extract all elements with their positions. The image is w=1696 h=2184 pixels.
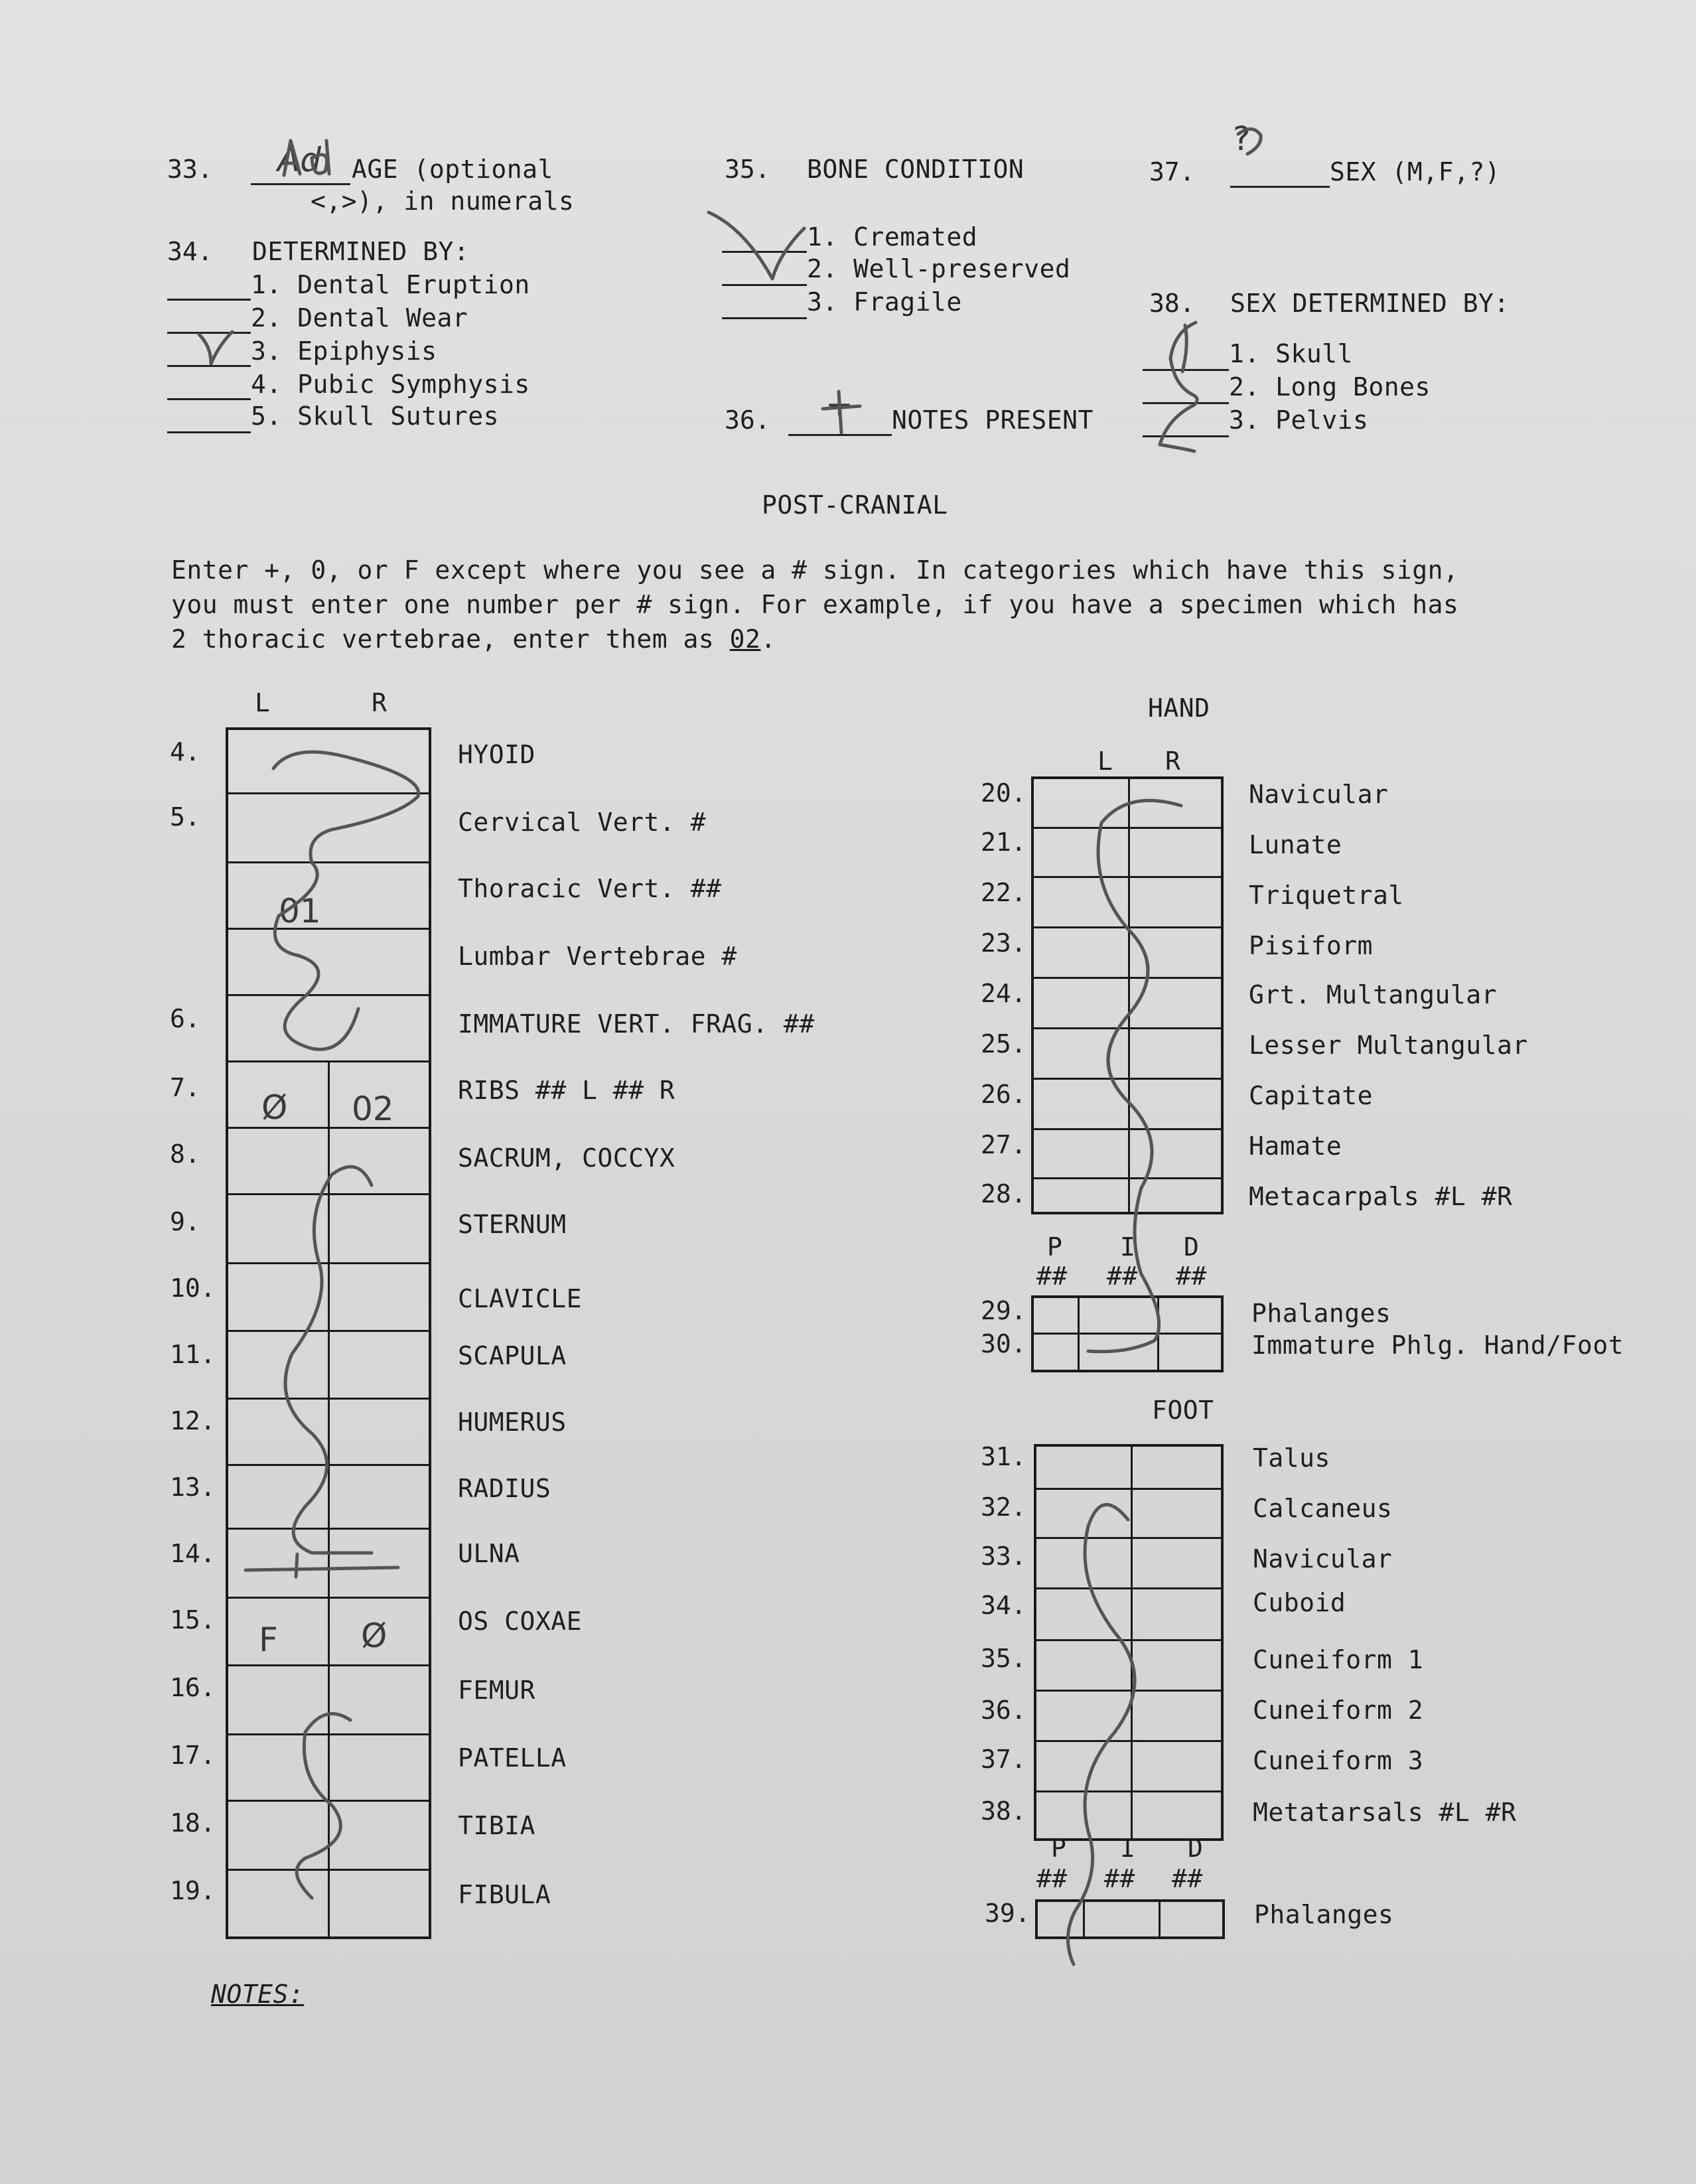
hand-pid-p: P bbox=[1047, 1232, 1063, 1262]
hand-row-num-21: 21. bbox=[981, 828, 1026, 857]
hand-grid bbox=[1031, 776, 1224, 1214]
section-title: POST-CRANIAL bbox=[762, 490, 948, 520]
row-num-11: 11. bbox=[170, 1340, 216, 1369]
row-label-humerus: HUMERUS bbox=[458, 1408, 567, 1437]
hand-row-num-29: 29. bbox=[981, 1296, 1026, 1325]
q38-blank-3[interactable] bbox=[1143, 435, 1229, 437]
foot-pid-p: P bbox=[1051, 1834, 1067, 1863]
q37-label: SEX (M,F,?) bbox=[1330, 157, 1501, 186]
left-col-r-header: R bbox=[372, 688, 388, 717]
foot-phalanges-grid bbox=[1035, 1899, 1225, 1939]
foot-row-num-32: 32. bbox=[981, 1492, 1026, 1522]
q35-blank-2[interactable] bbox=[722, 284, 807, 286]
q37-blank[interactable] bbox=[1230, 186, 1330, 188]
hand-row-num-30: 30. bbox=[981, 1329, 1026, 1358]
row-num-18: 18. bbox=[170, 1808, 216, 1838]
hand-row-label-metacarpals: Metacarpals #L #R bbox=[1249, 1182, 1513, 1211]
row-label-patella: PATELLA bbox=[458, 1743, 567, 1773]
row-num-19: 19. bbox=[170, 1876, 216, 1905]
q35-title: BONE CONDITION bbox=[807, 155, 1025, 184]
row-num-10: 10. bbox=[170, 1274, 216, 1303]
row-label-lumbar: Lumbar Vertebrae # bbox=[458, 942, 737, 971]
hand-pid-d-hash: ## bbox=[1176, 1262, 1207, 1291]
os-coxae-right-entry: Ø bbox=[361, 1617, 388, 1655]
q34-item-2: 2. Dental Wear bbox=[251, 303, 468, 332]
foot-row-num-38: 38. bbox=[981, 1796, 1026, 1826]
row-label-ulna: ULNA bbox=[458, 1539, 520, 1568]
q38-blank-2[interactable] bbox=[1143, 402, 1229, 404]
foot-row-num-34: 34. bbox=[981, 1591, 1026, 1620]
foot-row-label-navicular: Navicular bbox=[1253, 1544, 1393, 1573]
foot-pid-d-hash: ## bbox=[1172, 1864, 1203, 1893]
row-num-15: 15. bbox=[170, 1605, 216, 1635]
row-label-hyoid: HYOID bbox=[458, 740, 535, 769]
left-col-l-header: L bbox=[255, 688, 271, 717]
q38-blank-1[interactable] bbox=[1143, 369, 1229, 371]
q34-blank-3[interactable] bbox=[167, 365, 251, 367]
left-grid-center-line bbox=[328, 1127, 330, 1939]
row-label-os-coxae: OS COXAE bbox=[458, 1607, 583, 1636]
foot-pid-p-hash: ## bbox=[1036, 1864, 1068, 1893]
foot-row-label-cuneiform-3: Cuneiform 3 bbox=[1253, 1746, 1424, 1775]
hand-row-num-22: 22. bbox=[981, 878, 1026, 907]
thoracic-entry: 01 bbox=[279, 892, 321, 930]
hand-row-num-27: 27. bbox=[981, 1130, 1026, 1159]
q37-number: 37. bbox=[1149, 157, 1195, 186]
hand-col-l-header: L bbox=[1097, 747, 1113, 776]
q36-value: + bbox=[825, 385, 853, 423]
q34-blank-1[interactable] bbox=[167, 299, 251, 301]
q33-number: 33. bbox=[167, 155, 213, 184]
q37-value: ? bbox=[1233, 119, 1251, 158]
foot-row-num-31: 31. bbox=[981, 1442, 1026, 1471]
row-num-9: 9. bbox=[170, 1207, 200, 1236]
q35-item-3: 3. Fragile bbox=[807, 287, 962, 317]
q36-blank[interactable] bbox=[788, 434, 892, 436]
hand-row-label-pisiform: Pisiform bbox=[1249, 931, 1374, 960]
row-label-clavicle: CLAVICLE bbox=[458, 1284, 583, 1313]
hand-pid-i-hash: ## bbox=[1107, 1262, 1138, 1291]
foot-row-label-cuboid: Cuboid bbox=[1253, 1588, 1346, 1617]
ribs-left-entry: Ø bbox=[261, 1088, 288, 1127]
q34-title: DETERMINED BY: bbox=[252, 237, 470, 266]
foot-row-label-talus: Talus bbox=[1253, 1443, 1330, 1473]
bleed-through-text bbox=[690, 78, 703, 105]
row-label-immature-vert: IMMATURE VERT. FRAG. ## bbox=[458, 1009, 815, 1039]
foot-row-num-39: 39. bbox=[985, 1899, 1030, 1928]
hand-row-num-25: 25. bbox=[981, 1029, 1026, 1058]
q34-item-5: 5. Skull Sutures bbox=[251, 401, 500, 431]
hand-pid-p-hash: ## bbox=[1036, 1262, 1068, 1291]
q36-label: NOTES PRESENT bbox=[892, 405, 1094, 435]
hand-row-label-phalanges: Phalanges bbox=[1251, 1299, 1391, 1328]
row-num-7: 7. bbox=[170, 1073, 200, 1102]
row-label-radius: RADIUS bbox=[458, 1474, 551, 1503]
foot-pid-d: D bbox=[1188, 1834, 1204, 1863]
instructions-line2: you must enter one number per # sign. For example, if you have a specimen which has bbox=[171, 590, 1459, 619]
ribs-divider bbox=[328, 1060, 330, 1127]
foot-row-num-37: 37. bbox=[981, 1745, 1026, 1774]
row-num-17: 17. bbox=[170, 1741, 216, 1770]
q33-age-value: Ad bbox=[277, 141, 321, 179]
hand-row-num-20: 20. bbox=[981, 778, 1026, 808]
row-label-cervical: Cervical Vert. # bbox=[458, 808, 707, 837]
row-num-13: 13. bbox=[170, 1473, 216, 1502]
hand-row-label-hamate: Hamate bbox=[1249, 1131, 1342, 1161]
row-label-fibula: FIBULA bbox=[458, 1880, 551, 1909]
q33-label-line1: AGE (optional bbox=[352, 155, 553, 184]
hand-pid-d: D bbox=[1184, 1232, 1200, 1262]
q38-item-2: 2. Long Bones bbox=[1229, 372, 1431, 401]
row-num-12: 12. bbox=[170, 1406, 216, 1435]
hand-row-num-23: 23. bbox=[981, 928, 1026, 958]
row-label-femur: FEMUR bbox=[458, 1676, 535, 1705]
os-coxae-left-entry: F bbox=[259, 1621, 278, 1659]
row-num-8: 8. bbox=[170, 1139, 200, 1169]
q34-blank-5[interactable] bbox=[167, 431, 251, 433]
q33-label-line2: <,>), in numerals bbox=[311, 186, 575, 216]
q38-title: SEX DETERMINED BY: bbox=[1230, 289, 1510, 318]
row-label-scapula: SCAPULA bbox=[458, 1341, 567, 1370]
row-label-sternum: STERNUM bbox=[458, 1210, 567, 1239]
foot-row-num-33: 33. bbox=[981, 1542, 1026, 1571]
hand-row-label-navicular: Navicular bbox=[1249, 780, 1389, 809]
row-label-tibia: TIBIA bbox=[458, 1811, 535, 1840]
q38-item-3: 3. Pelvis bbox=[1229, 405, 1369, 435]
hand-title: HAND bbox=[1148, 693, 1210, 723]
foot-grid bbox=[1034, 1444, 1224, 1841]
row-num-5: 5. bbox=[170, 802, 200, 832]
hand-pid-i: I bbox=[1120, 1232, 1136, 1262]
q35-blank-3[interactable] bbox=[722, 317, 807, 319]
hand-row-label-lunate: Lunate bbox=[1249, 830, 1342, 859]
q33-age-blank[interactable] bbox=[251, 183, 350, 185]
foot-row-label-calcaneus: Calcaneus bbox=[1253, 1494, 1393, 1523]
hand-row-label-capitate: Capitate bbox=[1249, 1081, 1374, 1110]
q38-number: 38. bbox=[1149, 289, 1195, 318]
instructions-line1: Enter +, 0, or F except where you see a # sign. In categories which have this sign, bbox=[171, 555, 1459, 585]
row-label-thoracic: Thoracic Vert. ## bbox=[458, 874, 722, 903]
q35-number: 35. bbox=[725, 155, 770, 184]
q35-item-2: 2. Well-preserved bbox=[807, 254, 1071, 283]
q34-item-4: 4. Pubic Symphysis bbox=[251, 370, 530, 399]
hand-row-label-triquetral: Triquetral bbox=[1249, 881, 1404, 910]
foot-title: FOOT bbox=[1152, 1396, 1214, 1425]
hand-row-label-lesser-multangular: Lesser Multangular bbox=[1249, 1031, 1528, 1060]
foot-row-label-cuneiform-2: Cuneiform 2 bbox=[1253, 1696, 1424, 1725]
row-num-14: 14. bbox=[170, 1539, 216, 1568]
ribs-right-entry: 02 bbox=[352, 1090, 394, 1128]
instructions-line3: 2 thoracic vertebrae, enter them as 02. bbox=[171, 624, 776, 654]
hand-row-num-28: 28. bbox=[981, 1179, 1026, 1208]
row-num-4: 4. bbox=[170, 737, 200, 766]
hand-row-num-26: 26. bbox=[981, 1080, 1026, 1109]
foot-row-num-36: 36. bbox=[981, 1696, 1026, 1725]
notes-label: NOTES: bbox=[211, 1980, 305, 2009]
foot-row-label-phalanges: Phalanges bbox=[1254, 1900, 1394, 1929]
foot-pid-i-hash: ## bbox=[1104, 1864, 1135, 1893]
foot-pid-i: I bbox=[1120, 1834, 1136, 1863]
hand-row-num-24: 24. bbox=[981, 979, 1026, 1008]
q34-blank-4[interactable] bbox=[167, 398, 251, 400]
q34-number: 34. bbox=[167, 237, 213, 266]
hand-row-label-grt-multangular: Grt. Multangular bbox=[1249, 980, 1498, 1009]
hand-col-r-header: R bbox=[1165, 747, 1181, 776]
row-label-ribs: RIBS ## L ## R bbox=[458, 1076, 675, 1105]
foot-row-label-metatarsals: Metatarsals #L #R bbox=[1253, 1798, 1517, 1827]
row-num-6: 6. bbox=[170, 1004, 200, 1033]
hand-row-label-immature-phalanges: Immature Phlg. Hand/Foot bbox=[1251, 1331, 1624, 1360]
foot-row-label-cuneiform-1: Cuneiform 1 bbox=[1253, 1645, 1424, 1674]
q38-item-1: 1. Skull bbox=[1229, 339, 1354, 368]
q36-number: 36. bbox=[725, 405, 770, 435]
q35-item-1: 1. Cremated bbox=[807, 222, 978, 252]
q34-item-3: 3. Epiphysis bbox=[251, 336, 437, 366]
q35-blank-1[interactable] bbox=[722, 251, 807, 253]
q34-blank-2[interactable] bbox=[167, 332, 251, 334]
foot-row-num-35: 35. bbox=[981, 1644, 1026, 1673]
row-num-16: 16. bbox=[170, 1673, 216, 1702]
row-label-sacrum: SACRUM, COCCYX bbox=[458, 1143, 675, 1173]
q34-item-1: 1. Dental Eruption bbox=[251, 270, 530, 299]
